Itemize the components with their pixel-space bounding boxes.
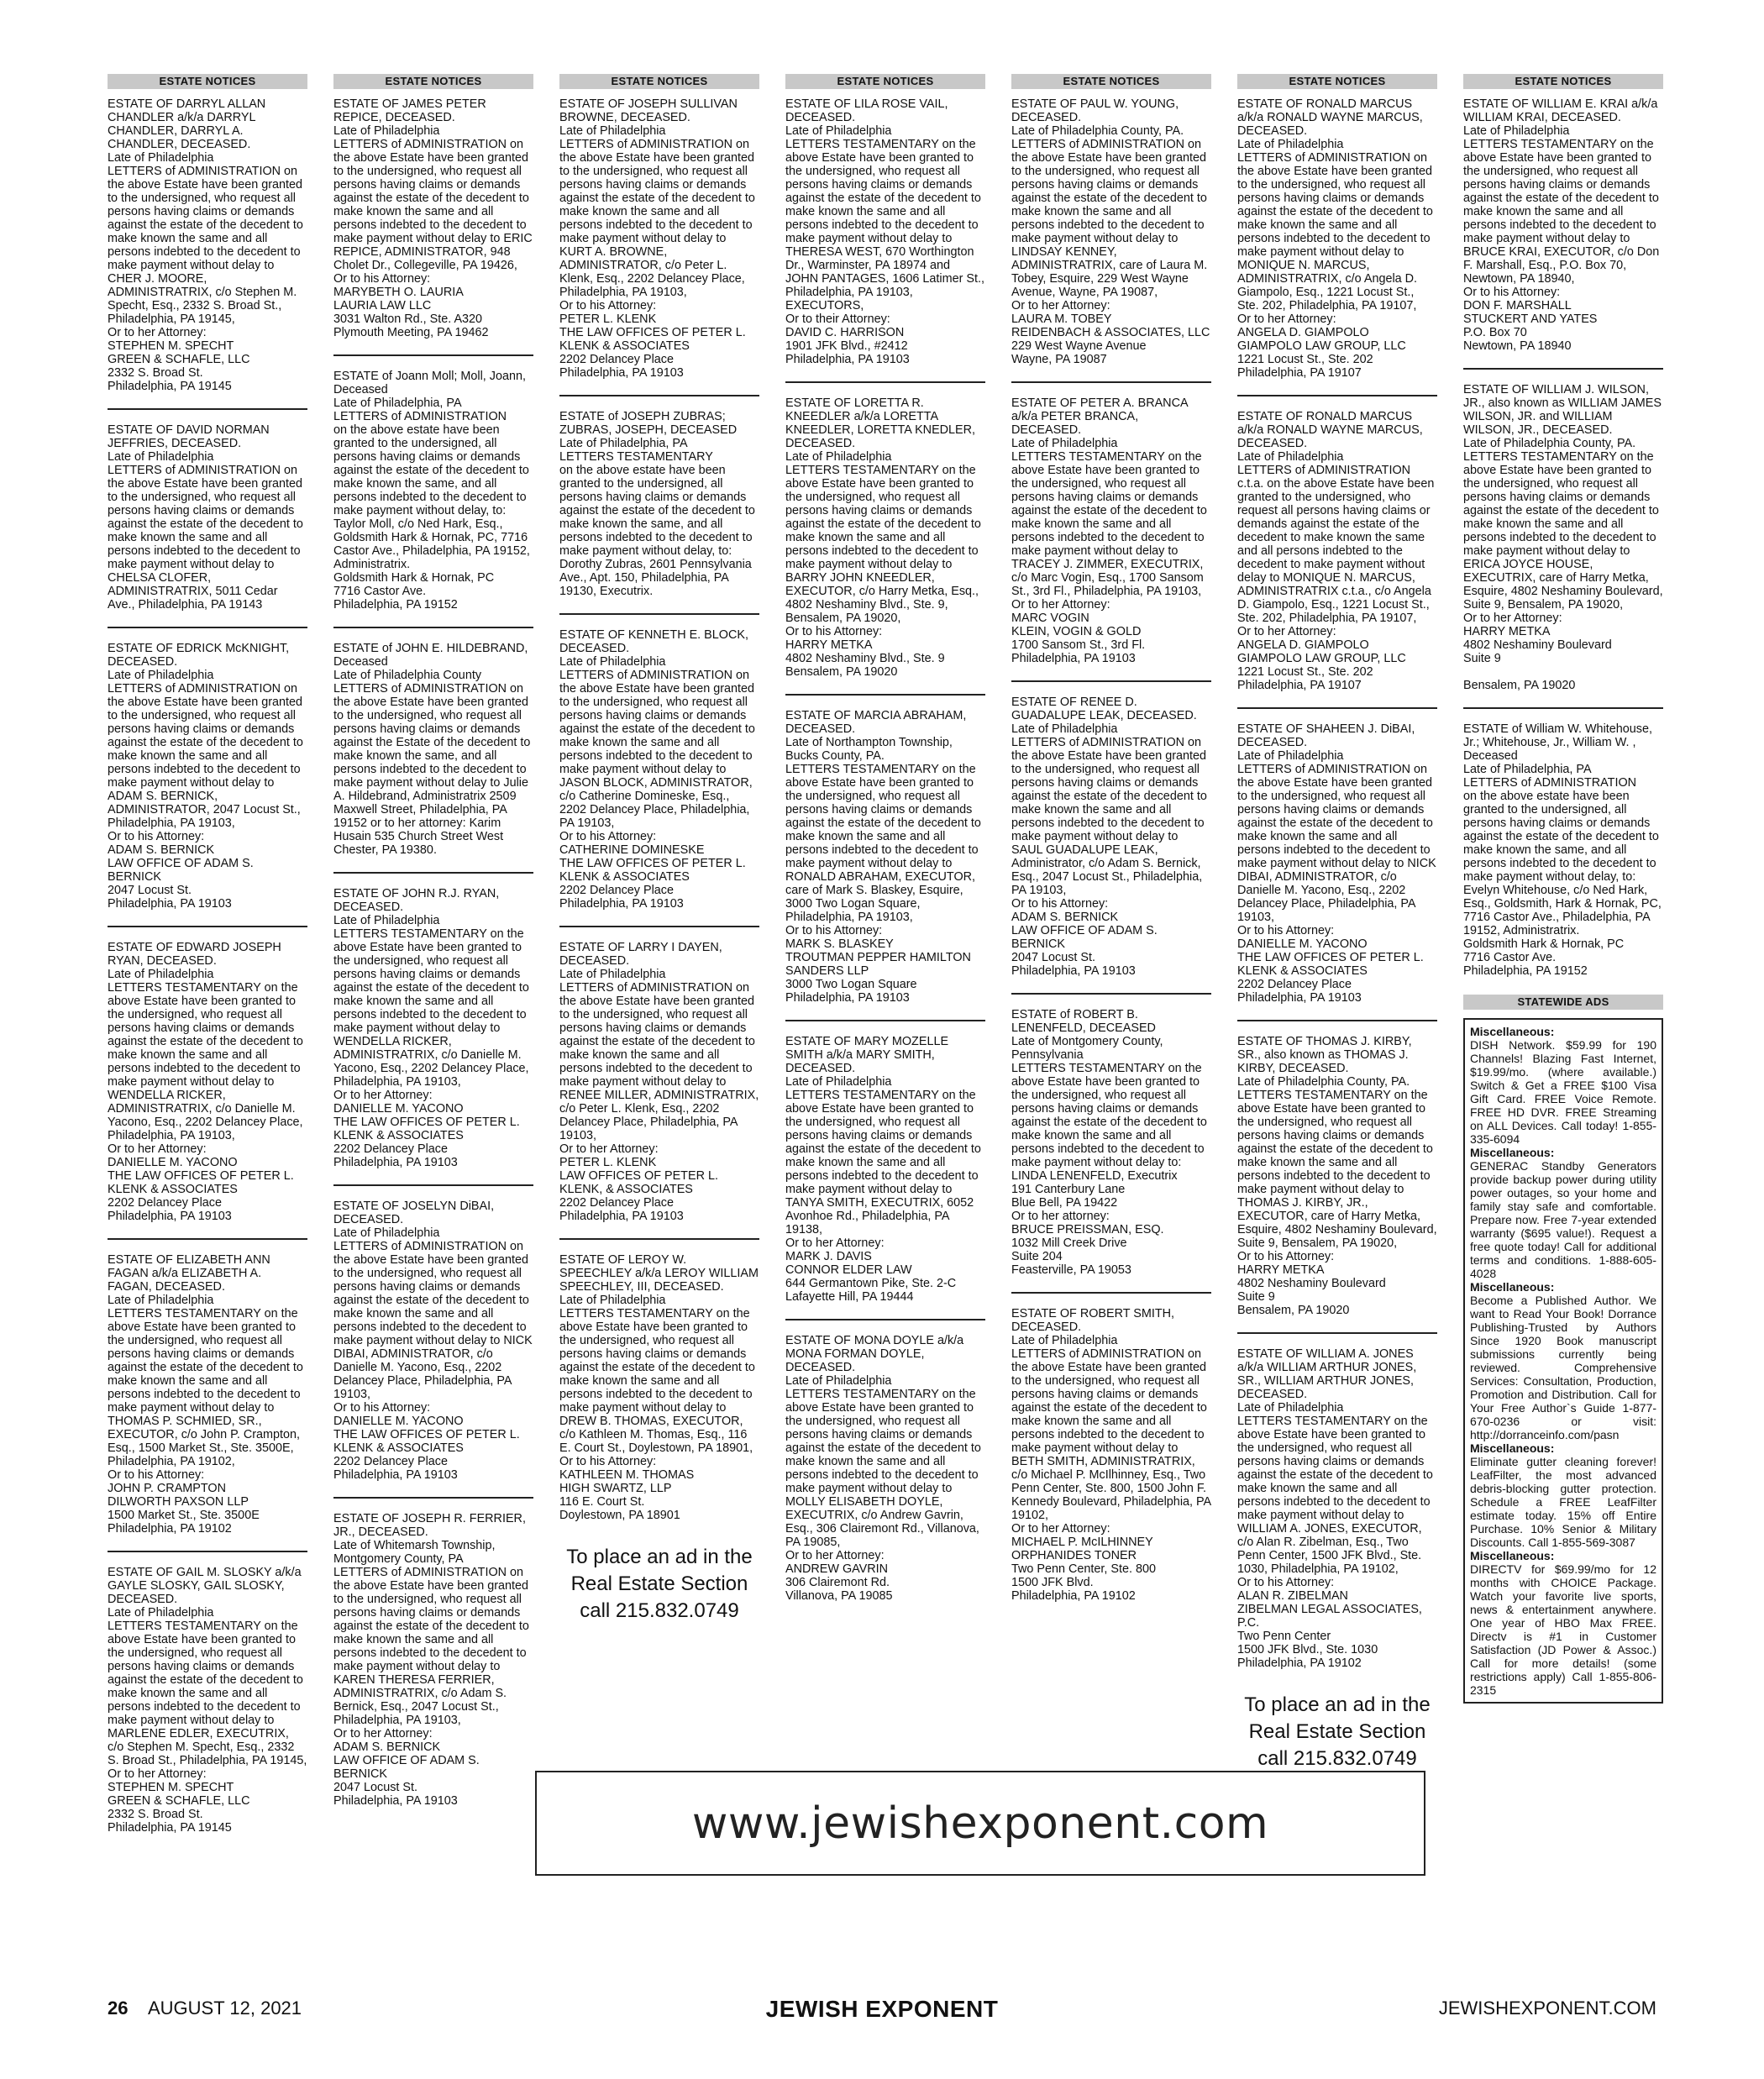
estate-notice: ESTATE OF JOSELYN DiBAI, DECEASED. Late of Philadelphia LETTERS of ADMINISTRATION on the above Estate have been granted to the undersigned, who request all persons having claims or demands against the estate of the decedent to make known the same and all persons indebted to the decedent to make payment without delay to NICK DIBAI, ADMINISTRATOR, c/o Danielle M. Yacono, Esq., 2202 Delancey Place, Philadelphia, PA 19103, Or to his Attorney: DANIELLE M. YACONO THE LAW OFFICES OF PETER L. KLENK & ASSOCIATES 2202 Delancey Place Philadelphia, PA 19103 [333, 1200, 533, 1482]
place-ad-notice [559, 1544, 759, 1625]
column-7 [1463, 74, 1663, 1704]
estate-notice: ESTATE OF JOHN R.J. RYAN, DECEASED. Late of Philadelphia LETTERS TESTAMENTARY on the above Estate have been granted to the undersigned, who request all persons having claims or demands against the estate of the decedent to make known the same and all persons indebted to the decedent to make payment without delay to WENDELLA RICKER, ADMINISTRATRIX, c/o Danielle M. Yacono, Esq., 2202 Delancey Place, Philadelphia, PA 19103, Or to her Attorney: DANIELLE M. YACONO THE LAW OFFICES OF PETER L. KLENK & ASSOCIATES 2202 Delancey Place Philadelphia, PA 19103 [333, 887, 529, 1169]
divider [108, 627, 307, 628]
estate-notice: ESTATE OF WILLIAM J. WILSON, JR., also known as WILLIAM JAMES WILSON, JR. and WILLIAM WILSON, JR., DECEASED. Late of Philadelphia County, PA. LETTERS TESTAMENTARY on the above Estate have been granted to the undersigned, who request all persons having claims or demands against the estate of the decedent to make known the same and all persons indebted to the decedent to make payment without delay to ERICA JOYCE HOUSE, EXECUTRIX, care of Harry Metka, Esquire, 4802 Neshaminy Boulevard, Suite 9, Bensalem, PA 19020, Or to her Attorney: HARRY METKA 4802 Neshaminy Boulevard Suite 9 Bensalem, PA 19020 [1463, 383, 1663, 692]
divider [333, 1184, 533, 1186]
estate-notice: ESTATE OF WILLIAM E. KRAI a/k/a WILLIAM KRAI, DECEASED. Late of Philadelphia LETTERS TESTAMENTARY on the above Estate have been granted to the undersigned, who request all persons having claims or demands against the estate of the decedent to make known the same and all persons indebted to the decedent to make payment without delay to BRUCE KRAI, EXECUTOR, c/o Don F. Marshall, Esq., P.O. Box 70, Newtown, PA 18940, Or to his Attorney: DON F. MARSHALL STUCKERT AND YATES P.O. Box 70 Newtown, PA 18940 [1463, 97, 1660, 353]
ad-section-label: Miscellaneous: [1470, 1441, 1555, 1455]
place-ad-phone: call 215.832.0749 [580, 1599, 739, 1622]
divider [785, 381, 985, 383]
estate-notice: ESTATE OF ROBERT SMITH, DECEASED. Late of Philadelphia LETTERS of ADMINISTRATION on the above Estate have been granted to the undersigned, who request all persons having claims or demands against the estate of the decedent to make known the same and all persons indebted to the decedent to make payment without delay to BETH SMITH, ADMINISTRATRIX, c/o Michael P. McIlhinney, Esq., Two Penn Center, Ste. 800, 1500 John F. Kennedy Boulevard, Philadelphia, PA 19102, Or to her Attorney: MICHAEL P. McILHINNEY ORPHANIDES TONER Two Penn Center, Ste. 800 1500 JFK Blvd. Philadelphia, PA 19102 [1011, 1307, 1211, 1603]
divider [559, 395, 759, 396]
estate-notice: ESTATE OF PAUL W. YOUNG, DECEASED. Late of Philadelphia County, PA. LETTERS of ADMINISTRATION on the above Estate have been granted to the undersigned, who request all persons having claims or demands against the estate of the decedent to make known the same and all persons indebted to the decedent to make payment without delay to LINDSAY KENNEY, ADMINISTRATRIX, care of Laura M. Tobey, Esquire, 229 West Wayne Avenue, Wayne, PA 19087, Or to her Attorney: LAURA M. TOBEY REIDENBACH & ASSOCIATES, LLC 229 West Wayne Avenue Wayne, PA 19087 [1011, 97, 1210, 366]
estate-notice: ESTATE OF RONALD MARCUS a/k/a RONALD WAYNE MARCUS, DECEASED. Late of Philadelphia LETTERS of ADMINISTRATION c.t.a. on the above Estate have been granted to the undersigned, who request all persons having claims or demands against the estate of the decedent to make known the same and all persons indebted to the decedent to make payment without delay to MONIQUE N. MARCUS, ADMINISTRATRIX c.t.a., c/o Angela D. Giampolo, Esq., 1221 Locust St., Ste. 202, Philadelphia, PA 19107, Or to her Attorney: ANGELA D. GIAMPOLO GIAMPOLO LAW GROUP, LLC 1221 Locust St., Ste. 202 Philadelphia, PA 19107 [1237, 410, 1435, 692]
estate-notice: ESTATE OF SHAHEEN J. DiBAI, DECEASED. Late of Philadelphia LETTERS of ADMINISTRATION on the above Estate have been granted to the undersigned, who request all persons having claims or demands against the estate of the decedent to make known the same and all persons indebted to the decedent to make payment without delay to NICK DIBAI, ADMINISTRATOR, c/o Danielle M. Yacono, Esq., 2202 Delancey Place, Philadelphia, PA 19103, Or to his Attorney: DANIELLE M. YACONO THE LAW OFFICES OF PETER L. KLENK & ASSOCIATES 2202 Delancey Place Philadelphia, PA 19103 [1237, 722, 1436, 1005]
place-ad-line: Real Estate Section [570, 1572, 748, 1595]
ad-section-label: Miscellaneous: [1470, 1025, 1555, 1038]
column-header: ESTATE NOTICES [108, 74, 307, 89]
estate-notice: ESTATE OF LILA ROSE VAIL, DECEASED. Late of Philadelphia LETTERS TESTAMENTARY on the above Estate have been granted to the undersigned, who request all persons having claims or demands against the estate of the decedent to make known the same and all persons indebted to the decedent to make payment without delay to THERESA WEST, 670 Worthington Dr., Warminster, PA 18974 and JOHN PANTAGES, 1606 Latimer St., Philadelphia, PA 19103, EXECUTORS, Or to their Attorney: DAVID C. HARRISON 1901 JFK Blvd., #2412 Philadelphia, PA 19103 [785, 97, 984, 366]
divider [333, 1497, 533, 1499]
estate-notice: ESTATE of William W. Whitehouse, Jr.; Whitehouse, Jr., William W. , Deceased Late of Philadelphia, PA LETTERS of ADMINISTRATION on the above estate have been granted to the undersigned, all persons having claims or demands against the estate of the decedent to make known the same, and all persons indebted to the decedent to make payment without delay, to: Evelyn Whitehouse, c/o Ned Hark, Esq., Goldsmith, Hark & Hornak, PC, 7716 Castor Ave., Philadelphia, PA 19152, Administratrix. Goldsmith Hark & Hornak, PC 7716 Castor Ave. Philadelphia, PA 19152 [1463, 722, 1662, 978]
column-4 [785, 74, 985, 1603]
column-header: ESTATE NOTICES [1463, 74, 1663, 89]
estate-notice: ESTATE OF MARY MOZELLE SMITH a/k/a MARY SMITH, DECEASED. Late of Philadelphia LETTERS TESTAMENTARY on the above Estate have been granted to the undersigned, who request all persons having claims or demands against the estate of the decedent to make known the same and all persons indebted to the decedent to make payment without delay to TANYA SMITH, EXECUTRIX, 6052 Avonhoe Rd., Philadelphia, PA 19138, Or to her Attorney: MARK J. DAVIS CONNOR ELDER LAW 644 Germantown Pike, Ste. 2-C Lafayette Hill, PA 19444 [785, 1035, 981, 1304]
divider [1237, 1332, 1437, 1334]
place-ad-line: To place an ad in the [1244, 1693, 1431, 1716]
estate-notice: ESTATE OF GAIL M. SLOSKY a/k/a GAYLE SLOSKY, GAIL SLOSKY, DECEASED. Late of Philadelphia LETTERS TESTAMENTARY on the above Estate have been granted to the undersigned, who request all persons having claims or demands against the estate of the decedent to make known the same and all persons indebted to the decedent to make payment without delay to MARLENE EDLER, EXECUTRIX, c/o Stephen M. Specht, Esq., 2332 S. Broad St., Philadelphia, PA 19145, Or to her Attorney: STEPHEN M. SPECHT GREEN & SCHAFLE, LLC 2332 S. Broad St. Philadelphia, PA 19145 [108, 1566, 307, 1835]
ad-section-label: Miscellaneous: [1470, 1549, 1555, 1562]
estate-notice: ESTATE OF JOSEPH SULLIVAN BROWNE, DECEASED. Late of Philadelphia LETTERS of ADMINISTRATION on the above Estate have been granted to the undersigned, who request all persons having claims or demands against the estate of the decedent to make known the same and all persons indebted to the decedent to make payment without delay to KURT A. BROWNE, ADMINISTRATOR, c/o Peter L. Klenk, Esq., 2202 Delancey Place, Philadelphia, PA 19103, Or to his Attorney: PETER L. KLENK THE LAW OFFICES OF PETER L. KLENK & ASSOCIATES 2202 Delancey Place Philadelphia, PA 19103 [559, 97, 755, 380]
column-header: ESTATE NOTICES [1237, 74, 1437, 89]
page-footer [108, 1998, 1656, 2023]
estate-notice: ESTATE OF WILLIAM A. JONES a/k/a WILLIAM ARTHUR JONES, SR., WILLIAM ARTHUR JONES, DECEASED. Late of Philadelphia LETTERS TESTAMENTARY on the above Estate have been granted to the undersigned, who request all persons having claims or demands against the estate of the decedent to make known the same and all persons indebted to the decedent to make payment without delay to WILLIAM A. JONES, EXECUTOR, c/o Alan R. Zibelman, Esq., Two Penn Center, 1500 JFK Blvd., Ste. 1030, Philadelphia, PA 19102, Or to his Attorney: ALAN R. ZIBELMAN ZIBELMAN LEGAL ASSOCIATES, P.C. Two Penn Center 1500 JFK Blvd., Ste. 1030 Philadelphia, PA 19102 [1237, 1347, 1433, 1670]
estate-notice: ESTATE of JOSEPH ZUBRAS; ZUBRAS, JOSEPH, DECEASED Late of Philadelphia, PA LETTERS TESTAMENTARY on the above estate have been granted to the undersigned, all persons having claims or demands against the estate of the decedent to make known the same, and all persons indebted to the decedent to make payment without delay, to: Dorothy Zubras, 2601 Pennsylvania Ave., Apt. 150, Philadelphia, PA 19130, Executrix. [559, 410, 755, 598]
column-2 [333, 74, 533, 1808]
estate-notice: ESTATE of ROBERT B. LENENFELD, DECEASED Late of Montgomery County, Pennsylvania LETTERS TESTAMENTARY on the above Estate have been granted to the undersigned, who request all persons having claims or demands against the estate of the decedent to make known the same and all persons indebted to the decedent to make payment without delay to: LINDA LENENFELD, Executrix 191 Canterbury Lane Blue Bell, PA 19422 Or to her attorney: BRUCE PREISSMAN, ESQ. 1032 Mill Creek Drive Suite 204 Feasterville, PA 19053 [1011, 1008, 1207, 1277]
issue-date: AUGUST 12, 2021 [148, 1998, 302, 2019]
ad-text: Eliminate gutter cleaning forever! LeafFilter, the most advanced debris-blocking gutter protection. Schedule a FREE LeafFilter estimate today. 15% off Entire Purchase. 10% Senior & Military Discounts. Call 1-855-569-3087 [1470, 1455, 1656, 1549]
estate-notice: ESTATE OF RONALD MARCUS a/k/a RONALD WAYNE MARCUS, DECEASED. Late of Philadelphia LETTERS of ADMINISTRATION on the above Estate have been granted to the undersigned, who request all persons having claims or demands against the estate of the decedent to make known the same and all persons indebted to the decedent to make payment without delay to MONIQUE N. MARCUS, ADMINISTRATRIX, c/o Angela D. Giampolo, Esq., 1221 Locust St., Ste. 202, Philadelphia, PA 19107, Or to her Attorney: ANGELA D. GIAMPOLO GIAMPOLO LAW GROUP, LLC 1221 Locust St., Ste. 202 Philadelphia, PA 19107 [1237, 97, 1433, 380]
column-3 [559, 74, 759, 1633]
divider [1237, 707, 1437, 709]
ad-text: DIRECTV for $69.99/mo for 12 months with CHOICE Package. Watch your favorite live sports, news & entertainment anywhere. One year of HBO Max FREE. Directv is #1 in Customer Satisfaction (JD Power & Assoc.) Call for more details! (some restrictions apply) Call 1-855-806-2315 [1470, 1562, 1656, 1697]
estate-notice: ESTATE OF PETER A. BRANCA a/k/a PETER BRANCA, DECEASED. Late of Philadelphia LETTERS TESTAMENTARY on the above Estate have been granted to the undersigned, who request all persons having claims or demands against the estate of the decedent to make known the same and all persons indebted to the decedent to make payment without delay to TRACEY J. ZIMMER, EXECUTRIX, c/o Marc Vogin, Esq., 1700 Sansom St., 3rd Fl., Philadelphia, PA 19103, Or to her Attorney: MARC VOGIN KLEIN, VOGIN & GOLD 1700 Sansom St., 3rd Fl. Philadelphia, PA 19103 [1011, 396, 1207, 665]
divider [785, 1319, 985, 1320]
column-header: ESTATE NOTICES [785, 74, 985, 89]
divider [559, 613, 759, 615]
column-1 [108, 74, 307, 1835]
divider [1463, 707, 1663, 709]
estate-notice: ESTATE OF THOMAS J. KIRBY, SR., also known as THOMAS J. KIRBY, DECEASED. Late of Philadelphia County, PA. LETTERS TESTAMENTARY on the above Estate have been granted to the undersigned, who request all persons having claims or demands against the estate of the decedent to make known the same and all persons indebted to the decedent to make payment without delay to THOMAS J. KIRBY, JR., EXECUTOR, care of Harry Metka, Esquire, 4802 Neshaminy Boulevard, Suite 9, Bensalem, PA 19020, Or to his Attorney: HARRY METKA 4802 Neshaminy Boulevard Suite 9 Bensalem, PA 19020 [1237, 1035, 1437, 1317]
divider [108, 1551, 307, 1552]
place-ad-line: Real Estate Section [1248, 1720, 1426, 1743]
divider [108, 926, 307, 927]
divider [333, 354, 533, 356]
divider [333, 627, 533, 628]
estate-notice: ESTATE of JOHN E. HILDEBRAND, Deceased Late of Philadelphia County LETTERS of ADMINISTRATION on the above Estate have been granted to the undersigned, who request all persons having claims or demands against the Estate of the decedent to make known the same, and all persons indebted to the decedent to make payment without delay to Julie A. Hildebrand, Administratrix 2509 Maxwell Street, Philadelphia, PA 19152 or to her attorney: Karim Husain 535 Church Street West Chester, PA 19380. [333, 642, 531, 857]
website-banner: www.jewishexponent.com [535, 1771, 1425, 1876]
divider [1237, 1020, 1437, 1021]
estate-notice: ESTATE OF JOSEPH R. FERRIER, JR., DECEASED. Late of Whitemarsh Township, Montgomery County, PA LETTERS of ADMINISTRATION on the above Estate have been granted to the undersigned, who request all persons having claims or demands against the estate of the decedent to make known the same and all persons indebted to the decedent to make payment without delay to KAREN THERESA FERRIER, ADMINISTRATRIX, c/o Adam S. Bernick, Esq., 2047 Locust St., Philadelphia, PA 19103, Or to her Attorney: ADAM S. BERNICK LAW OFFICE OF ADAM S. BERNICK 2047 Locust St. Philadelphia, PA 19103 [333, 1512, 529, 1808]
divider [1463, 368, 1663, 370]
divider [559, 926, 759, 927]
estate-notice: ESTATE OF LORETTA R. KNEEDLER a/k/a LORETTA KNEEDLER, LORETTA KNEDLER, DECEASED. Late of Philadelphia LETTERS TESTAMENTARY on the above Estate have been granted to the undersigned, who request all persons having claims or demands against the estate of the decedent to make known the same and all persons indebted to the decedent to make payment without delay to BARRY JOHN KNEEDLER, EXECUTOR, c/o Harry Metka, Esq., 4802 Neshaminy Blvd., Ste. 9, Bensalem, PA 19020, Or to his Attorney: HARRY METKA 4802 Neshaminy Blvd., Ste. 9 Bensalem, PA 19020 [785, 396, 981, 679]
place-ad-phone: call 215.832.0749 [1257, 1747, 1417, 1770]
ad-text: Become a Published Author. We want to Read Your Book! Dorrance Publishing-Trusted by Authors Since 1920 Book manuscript submissions currently being reviewed. Comprehensive Services: Consultation, Production, Promotion and Distribution. Call for Your Free Author`s Guide 1-877-670-0236 or visit: http://dorranceinfo.com/pasn [1470, 1294, 1656, 1441]
estate-notice: ESTATE OF DAVID NORMAN JEFFRIES, DECEASED. Late of Philadelphia LETTERS of ADMINISTRATION on the above Estate have been granted to the undersigned, who request all persons having claims or demands against the estate of the decedent to make known the same and all persons indebted to the decedent to make payment without delay to CHELSA CLOFER, ADMINISTRATRIX, 5011 Cedar Ave., Philadelphia, PA 19143 [108, 423, 303, 612]
estate-notice: ESTATE OF JAMES PETER REPICE, DECEASED. Late of Philadelphia LETTERS of ADMINISTRATION on the above Estate have been granted to the undersigned, who request all persons having claims or demands against the estate of the decedent to make known the same and all persons indebted to the decedent to make payment without delay to ERIC REPICE, ADMINISTRATOR, 948 Cholet Dr., Collegeville, PA 19426, Or to his Attorney: MARYBETH O. LAURIA LAURIA LAW LLC 3031 Walton Rd., Ste. A320 Plymouth Meeting, PA 19462 [333, 97, 533, 339]
page-number: 26 [108, 1998, 129, 2019]
estate-notice: ESTATE OF LARRY I DAYEN, DECEASED. Late of Philadelphia LETTERS of ADMINISTRATION on the above Estate have been granted to the undersigned, who request all persons having claims or demands against the estate of the decedent to make known the same and all persons indebted to the decedent to make payment without delay to RENEE MILLER, ADMINISTRATRIX, c/o Peter L. Klenk, Esq., 2202 Delancey Place, Philadelphia, PA 19103, Or to her Attorney: PETER L. KLENK LAW OFFICES OF PETER L. KLENK, & ASSOCIATES 2202 Delancey Place Philadelphia, PA 19103 [559, 941, 759, 1223]
divider [333, 872, 533, 874]
estate-notice: ESTATE OF EDWARD JOSEPH RYAN, DECEASED. Late of Philadelphia LETTERS TESTAMENTARY on the above Estate have been granted to the undersigned, who request all persons having claims or demands against the estate of the decedent to make known the same and all persons indebted to the decedent to make payment without delay to WENDELLA RICKER, ADMINISTRATRIX, c/o Danielle M. Yacono, Esq., 2202 Delancey Place, Philadelphia, PA 19103, Or to her Attorney: DANIELLE M. YACONO THE LAW OFFICES OF PETER L. KLENK & ASSOCIATES 2202 Delancey Place Philadelphia, PA 19103 [108, 941, 303, 1223]
divider [1237, 395, 1437, 396]
divider [1011, 381, 1211, 383]
estate-notice: ESTATE OF KENNETH E. BLOCK, DECEASED. Late of Philadelphia LETTERS of ADMINISTRATION on the above Estate have been granted to the undersigned, who request all persons having claims or demands against the estate of the decedent to make known the same and all persons indebted to the decedent to make payment without delay to JASON BLOCK, ADMINISTRATOR, c/o Catherine Domineske, Esq., 2202 Delancey Place, Philadelphia, PA 19103, Or to his Attorney: CATHERINE DOMINESKE THE LAW OFFICES OF PETER L. KLENK & ASSOCIATES 2202 Delancey Place Philadelphia, PA 19103 [559, 628, 755, 911]
ad-text: GENERAC Standby Generators provide backup power during utility power outages, so your home and family stay safe and comfortable. Prepare now. Free 7-year extended warranty ($695 value!). Request a free quote today! Call for additional terms and conditions. 1-888-605-4028 [1470, 1159, 1656, 1280]
divider [785, 1020, 985, 1021]
estate-notice: ESTATE OF RENEE D. GUADALUPE LEAK, DECEASED. Late of Philadelphia LETTERS of ADMINISTRATION on the above Estate have been granted to the undersigned, who request all persons having claims or demands against the estate of the decedent to make known the same and all persons indebted to the decedent to make payment without delay to SAUL GUADALUPE LEAK, Administrator, c/o Adam S. Bernick, Esq., 2047 Locust St., Philadelphia, PA 19103, Or to his Attorney: ADAM S. BERNICK LAW OFFICE OF ADAM S. BERNICK 2047 Locust St. Philadelphia, PA 19103 [1011, 696, 1207, 978]
column-header: ESTATE NOTICES [333, 74, 533, 89]
estate-notice: ESTATE OF LEROY W. SPEECHLEY a/k/a LEROY WILLIAM SPEECHLEY, III, DECEASED. Late of Philadelphia LETTERS TESTAMENTARY on the above Estate have been granted to the undersigned, who request all persons having claims or demands against the estate of the decedent to make known the same and all persons indebted to the decedent to make payment without delay to DREW B. THOMAS, EXECUTOR, c/o Kathleen M. Thomas, Esq., 116 E. Court St., Doylestown, PA 18901, Or to his Attorney: KATHLEEN M. THOMAS HIGH SWARTZ, LLP 116 E. Court St. Doylestown, PA 18901 [559, 1253, 759, 1522]
publication-name: JEWISH EXPONENT [765, 1996, 999, 2022]
publication-website: JEWISHEXPONENT.COM [1438, 1998, 1656, 2019]
estate-notice: ESTATE OF MARCIA ABRAHAM, DECEASED. Late of Northampton Township, Bucks County, PA. LETTERS TESTAMENTARY on the above Estate have been granted to the undersigned, who request all persons having claims or demands against the estate of the decedent to make known the same and all persons indebted to the decedent to make payment without delay to RONALD ABRAHAM, EXECUTOR, care of Mark S. Blaskey, Esquire, 3000 Two Logan Square, Philadelphia, PA 19103, Or to his Attorney: MARK S. BLASKEY TROUTMAN PEPPER HAMILTON SANDERS LLP 3000 Two Logan Square Philadelphia, PA 19103 [785, 709, 981, 1005]
divider [785, 694, 985, 696]
divider [108, 1238, 307, 1240]
place-ad-line: To place an ad in the [566, 1546, 753, 1568]
estate-notice: ESTATE OF ELIZABETH ANN FAGAN a/k/a ELIZABETH A. FAGAN, DECEASED. Late of Philadelphia LETTERS TESTAMENTARY on the above Estate have been granted to the undersigned, who request all persons having claims or demands against the estate of the decedent to make known the same and all persons indebted to the decedent to make payment without delay to THOMAS P. SCHMIED, SR., EXECUTOR, c/o John P. Crampton, Esq., 1500 Market St., Ste. 3500E, Philadelphia, PA 19102, Or to his Attorney: JOHN P. CRAMPTON DILWORTH PAXSON LLP 1500 Market St., Ste. 3500E Philadelphia, PA 19102 [108, 1253, 303, 1536]
estate-notice: ESTATE OF EDRICK McKNIGHT, DECEASED. Late of Philadelphia LETTERS of ADMINISTRATION on the above Estate have been granted to the undersigned, who request all persons having claims or demands against the estate of the decedent to make known the same and all persons indebted to the decedent to make payment without delay to ADAM S. BERNICK, ADMINISTRATOR, 2047 Locust St., Philadelphia, PA 19103, Or to his Attorney: ADAM S. BERNICK LAW OFFICE OF ADAM S. BERNICK 2047 Locust St. Philadelphia, PA 19103 [108, 642, 303, 911]
divider [1011, 680, 1211, 682]
divider [559, 1238, 759, 1240]
statewide-ads-header: STATEWIDE ADS [1463, 995, 1663, 1010]
divider [1011, 993, 1211, 995]
place-ad-notice [1237, 1692, 1437, 1772]
ad-section-label: Miscellaneous: [1470, 1280, 1555, 1294]
divider [108, 408, 307, 410]
column-6 [1237, 74, 1437, 1781]
column-header: ESTATE NOTICES [559, 74, 759, 89]
column-header: ESTATE NOTICES [1011, 74, 1211, 89]
estate-notice: ESTATE of Joann Moll; Moll, Joann, Deceased Late of Philadelphia, PA LETTERS of ADMINISTRATION on the above estate have been granted to the undersigned, all persons having claims or demands against the estate of the decedent to make known the same, and all persons indebted to the decedent to make payment without delay, to: Taylor Moll, c/o Ned Hark, Esq., Goldsmith Hark & Hornak, PC, 7716 Castor Ave., Philadelphia, PA 19152, Administratrix. Goldsmith Hark & Hornak, PC 7716 Castor Ave. Philadelphia, PA 19152 [333, 370, 530, 612]
estate-notice: ESTATE OF MONA DOYLE a/k/a MONA FORMAN DOYLE, DECEASED. Late of Philadelphia LETTERS TESTAMENTARY on the above Estate have been granted to the undersigned, who request all persons having claims or demands against the estate of the decedent to make known the same and all persons indebted to the decedent to make payment without delay to MOLLY ELISABETH DOYLE, EXECUTRIX, c/o Andrew Gavrin, Esq., 306 Clairemont Rd., Villanova, PA 19085, Or to her Attorney: ANDREW GAVRIN 306 Clairemont Rd. Villanova, PA 19085 [785, 1334, 981, 1603]
estate-notice: ESTATE OF DARRYL ALLAN CHANDLER a/k/a DARRYL CHANDLER, DARRYL A. CHANDLER, DECEASED. Late of Philadelphia LETTERS of ADMINISTRATION on the above Estate have been granted to the undersigned, who request all persons having claims or demands against the estate of the decedent to make known the same and all persons indebted to the decedent to make payment without delay to CHER J. MOORE, ADMINISTRATRIX, c/o Stephen M. Specht, Esq., 2332 S. Broad St., Philadelphia, PA 19145, Or to her Attorney: STEPHEN M. SPECHT GREEN & SCHAFLE, LLC 2332 S. Broad St. Philadelphia, PA 19145 [108, 97, 303, 393]
statewide-ads-box [1463, 1018, 1663, 1704]
column-5 [1011, 74, 1211, 1603]
ad-section-label: Miscellaneous: [1470, 1146, 1555, 1159]
ad-text: DISH Network. $59.99 for 190 Channels! Blazing Fast Internet, $19.99/mo. (where available.) Switch & Get a FREE $100 Visa Gift Card. FREE Voice Remote. FREE HD DVR. FREE Streaming on ALL Devices. Call today! 1-855-335-6094 [1470, 1038, 1656, 1146]
divider [1011, 1292, 1211, 1294]
